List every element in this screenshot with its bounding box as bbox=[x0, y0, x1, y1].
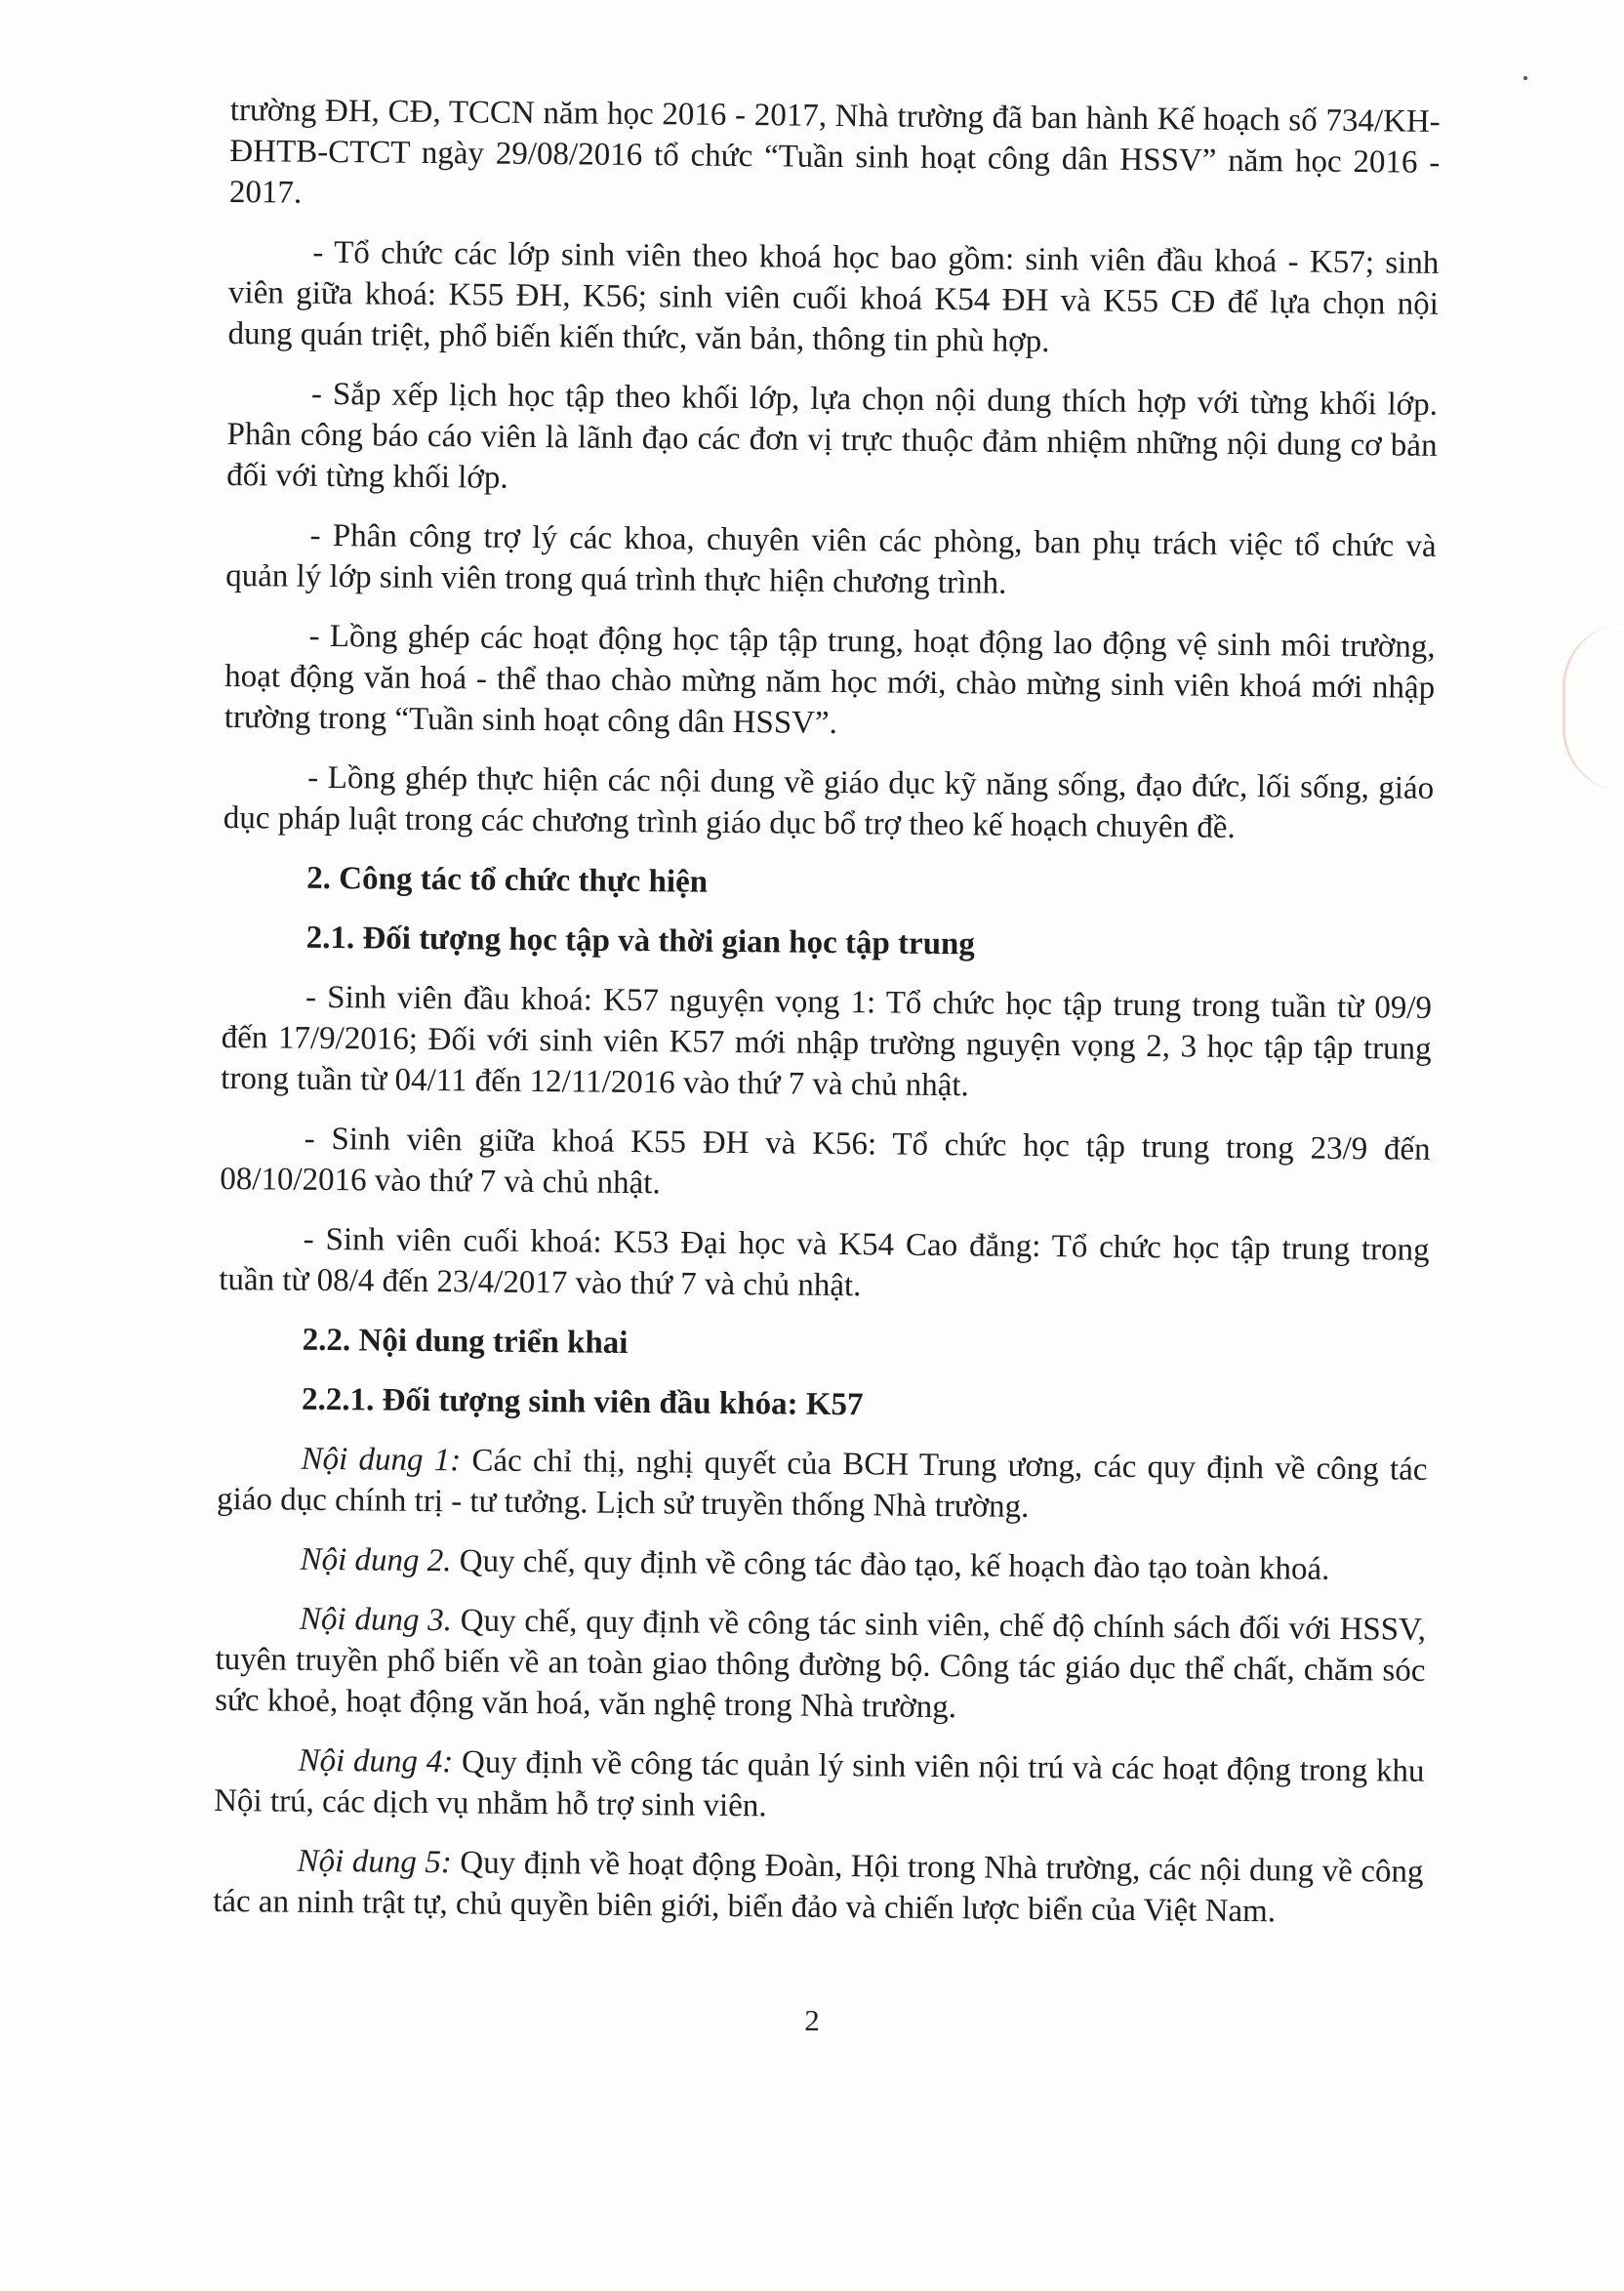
content-item-label: Nội dung 2. bbox=[300, 1541, 452, 1579]
content-item-label: Nội dung 1: bbox=[301, 1441, 462, 1479]
stamp-bleed-mark bbox=[1563, 625, 1624, 791]
paragraph-bullet: - Phân công trợ lý các khoa, chuyên viên các phòng, ban phụ trách việc tổ chức và quản lý lớp sinh viên trong quá trình thực hiện chương trình. bbox=[225, 517, 1437, 601]
page-number: 2 bbox=[804, 2003, 820, 2037]
section-heading-2: 2. Công tác tổ chức thực hiện bbox=[306, 860, 709, 900]
content-item-text: Quy chế, quy định về công tác đào tạo, kế hoạch đào tạo toàn khoá. bbox=[451, 1543, 1330, 1587]
content-item-text: Các chỉ thị, nghị quyết của BCH Trung ương, các quy định về công tác giáo dục chính trị - tư tưởng. Lịch sử truyền thống Nhà trường. bbox=[216, 1443, 1428, 1525]
section-heading-2-2-1: 2.2.1. Đối tượng sinh viên đầu khóa: K57 bbox=[301, 1381, 864, 1423]
content-item bbox=[217, 1438, 1428, 1532]
document-body bbox=[213, 90, 1441, 1952]
content-item-text: Quy định về hoạt động Đoàn, Hội trong Nhà trường, các nội dung về công tác an ninh trật tự, chủ quyền biên giới, biển đảo và chiến lược biển của Việt Nam. bbox=[213, 1845, 1424, 1930]
content-item-label: Nội dung 3. bbox=[299, 1601, 453, 1639]
paragraph-intro: trường ĐH, CĐ, TCCN năm học 2016 - 2017, Nhà trường đã ban hành Kế hoạch số 734/KH-ĐHTB-CTCT ngày 29/08/2016 tổ chức “Tuần sinh hoạt công dân HSSV” năm học 2016 - 2017. bbox=[228, 92, 1441, 211]
paragraph-schedule: - Sinh viên đầu khoá: K57 nguyện vọng 1: Tổ chức học tập trung trong tuần từ 09/9 đến 17/9/2016; Đối với sinh viên K57 mới nhập trường nguyện vọng 2, 3 học tập tập trung trong tuần từ 04/11 đến 12/11/2016 vào thứ 7 và chủ nhật. bbox=[221, 979, 1433, 1104]
section-heading-2-2: 2.2. Nội dung triển khai bbox=[302, 1322, 629, 1361]
paragraph-schedule: - Sinh viên cuối khoá: K53 Đại học và K54 Cao đẳng: Tổ chức học tập trung trong tuần từ 08/4 đến 23/4/2017 vào thứ 7 và chủ nhật. bbox=[219, 1221, 1430, 1304]
scan-speck bbox=[1523, 76, 1527, 80]
content-item bbox=[215, 1598, 1426, 1733]
paragraph-schedule: - Sinh viên giữa khoá K55 ĐH và K56: Tổ chức học tập trung trong 23/9 đến 08/10/2016 vào thứ 7 và chủ nhật. bbox=[220, 1121, 1431, 1202]
paragraph-bullet: - Lồng ghép các hoạt động học tập tập trung, hoạt động lao động vệ sinh môi trường, hoạt động văn hoá - thể thao chào mừng năm học mới, chào mừng sinh viên khoá mới nhập trường trong “Tuần sinh hoạt công dân HSSV”. bbox=[223, 618, 1436, 741]
content-item-text: Quy chế, quy định về công tác sinh viên, chế độ chính sách đối với HSSV, tuyên truyền phổ biến về an toàn giao thông đường bộ. Công tác giáo dục thể chất, chăm sóc sức khoẻ, hoạt động văn hoá, văn nghệ trong Nhà trường. bbox=[214, 1603, 1427, 1726]
paragraph-bullet: - Sắp xếp lịch học tập theo khối lớp, lựa chọn nội dung thích hợp với từng khối lớp. Phân công báo cáo viên là lãnh đạo các đơn vị trực thuộc đảm nhiệm những nội dung cơ bản đối với từng khối lớp. bbox=[226, 376, 1439, 496]
section-heading-2-1: 2.1. Đối tượng học tập và thời gian học tập trung bbox=[305, 920, 976, 962]
content-item-label: Nội dung 5: bbox=[297, 1843, 453, 1881]
content-item-label: Nội dung 4: bbox=[298, 1742, 454, 1780]
paragraph-bullet: - Lồng ghép thực hiện các nội dung về giáo dục kỹ năng sống, đạo đức, lối sống, giáo dục pháp luật trong các chương trình giáo dục bổ trợ theo kế hoạch chuyên đề. bbox=[223, 759, 1435, 845]
content-item bbox=[214, 1739, 1425, 1833]
paragraph-bullet: - Tổ chức các lớp sinh viên theo khoá học bao gồm: sinh viên đầu khoá - K57; sinh viên giữa khoá: K55 ĐH, K56; sinh viên cuối khoá K54 ĐH và K55 CĐ để lựa chọn nội dung quán triệt, phổ biến kiến thức, văn bản, thông tin phù hợp. bbox=[227, 234, 1440, 360]
content-item bbox=[216, 1538, 1426, 1591]
content-item-text: Quy định về công tác quản lý sinh viên nội trú và các hoạt động trong khu Nội trú, các dịch vụ nhằm hỗ trợ sinh viên. bbox=[213, 1744, 1425, 1824]
content-item bbox=[213, 1840, 1424, 1934]
